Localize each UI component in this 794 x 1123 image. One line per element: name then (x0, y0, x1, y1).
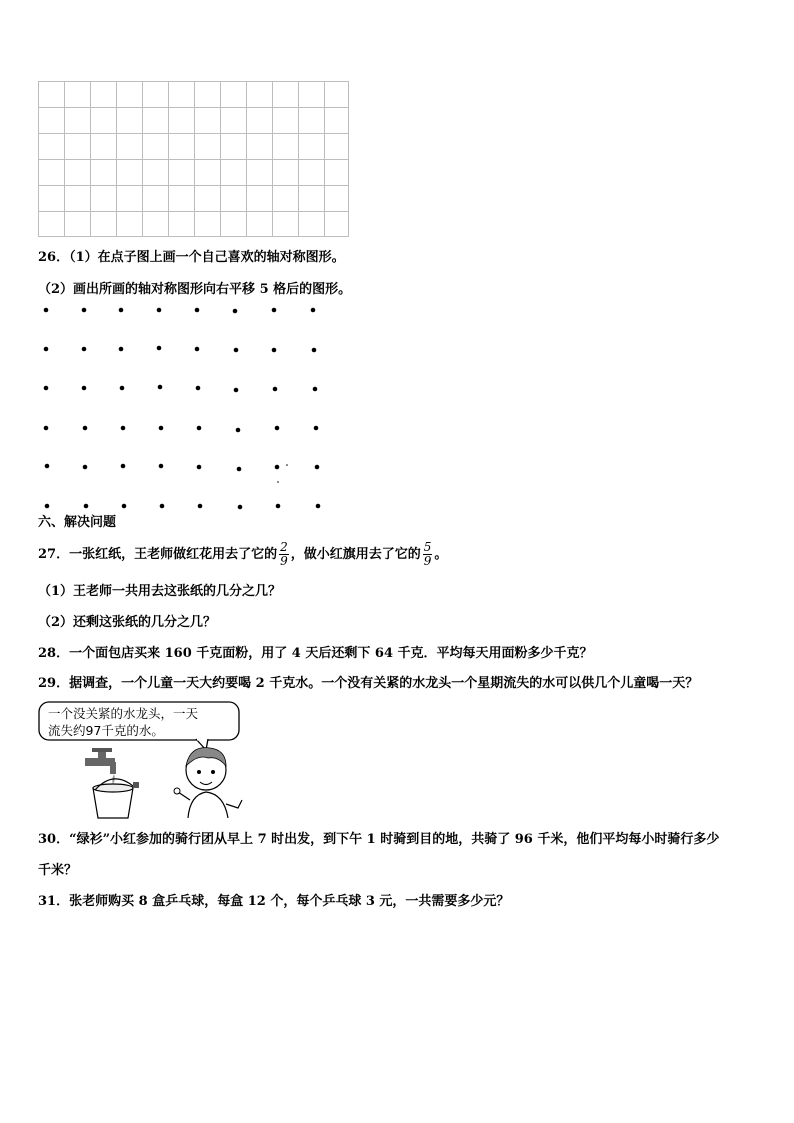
speech-bubble-line-1: 一个没关紧的水龙头，一天 (48, 706, 199, 721)
section-6-title: 六、解决问题 (38, 515, 117, 530)
dot-grid (0, 0, 794, 520)
q31-text: 31．张老师购买 8 盒乒乓球，每盒 12 个，每个乒乓球 3 元，一共需要多少元？ (38, 894, 510, 909)
q27-prefix: 27．一张红纸，王老师做红花用去了它的 (38, 547, 278, 562)
q27-middle: ，做小红旗用去了它的 (290, 547, 421, 562)
q27-sub2: （2）还剩这张纸的几分之几？ (38, 615, 217, 630)
q30-line1: 30．“绿衫”小红参加的骑行团从早上 7 时出发，到下午 1 时骑到目的地，共骑了 96 千米，他们平均每小时骑行多少 (38, 832, 720, 847)
q26-part1: 26．（1）在点子图上画一个自己喜欢的轴对称图形。 (38, 250, 345, 265)
fraction-numerator: 2 (280, 540, 288, 554)
q28-text: 28．一个面包店买来 160 千克面粉，用了 4 天后还剩下 64 千克．平均每天用面粉多少千克？ (38, 646, 593, 661)
q27-suffix: 。 (434, 547, 448, 562)
q27-text (38, 540, 447, 570)
fraction-denominator: 9 (280, 554, 288, 568)
fraction-denominator: 9 (423, 554, 432, 568)
fraction-5-9 (423, 541, 433, 568)
q26-part2: （2）画出所画的轴对称图形向右平移 5 格后的图形。 (38, 282, 352, 297)
fraction-numerator: 5 (423, 540, 432, 554)
q29-text: 29．据调查，一个儿童一天大约要喝 2 千克水。一个没有关紧的水龙头一个星期流失的水可以供几个儿童喝一天？ (38, 676, 699, 691)
q30-line2: 千米？ (38, 863, 78, 878)
speech-bubble-line-2: 流失约97千克的水。 (48, 723, 164, 738)
fraction-2-9 (279, 541, 289, 568)
speech-bubble-text (48, 705, 198, 739)
q27-sub1: （1）王老师一共用去这张纸的几分之几？ (38, 584, 282, 599)
